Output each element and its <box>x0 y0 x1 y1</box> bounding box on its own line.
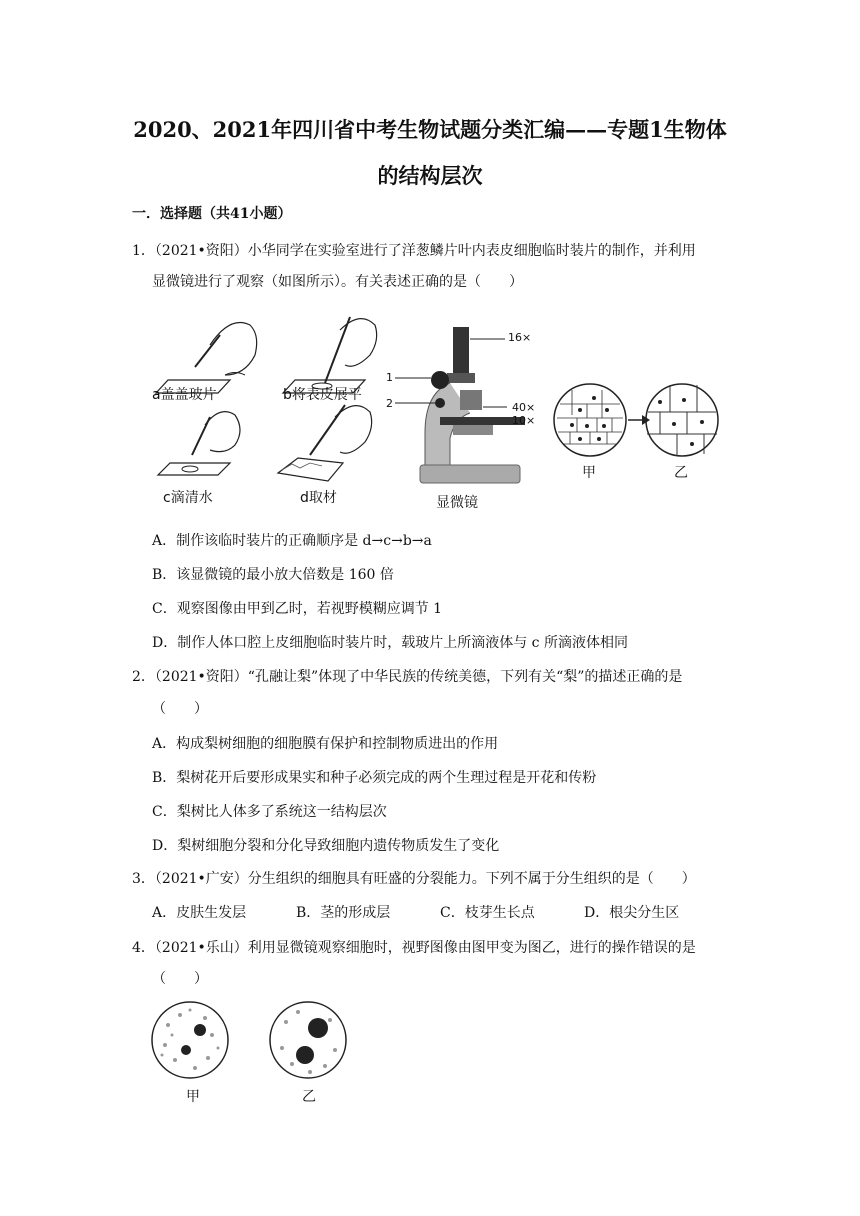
q3-option-c: C．枝芽生长点 <box>440 905 535 921</box>
q3-options-row <box>152 902 679 922</box>
document-title-line1: 2020、2021年四川省中考生物试题分类汇编——专题1生物体 <box>133 117 727 142</box>
eyepiece-magnification: 16× <box>508 331 532 344</box>
step-b-illustration <box>283 317 377 393</box>
objective-10: 10× <box>512 414 536 427</box>
document-title-line2: 的结构层次 <box>377 163 483 188</box>
q4-stem-line1: 4．（2021•乐山）利用显微镜观察细胞时，视野图像由图甲变为图乙，进行的操作错误的是 <box>132 940 696 956</box>
q1-option-a: A．制作该临时装片的正确顺序是 d→c→b→a <box>152 533 432 549</box>
microscope-label: 显微镜 <box>436 495 478 511</box>
step-a-label: a盖盖玻片 <box>152 387 217 403</box>
q2-stem-line1: 2．（2021•资阳）“孔融让梨”体现了中华民族的传统美德，下列有关“梨”的描述正确的是 <box>132 669 683 685</box>
q4-views-figure <box>150 1000 370 1085</box>
step-a-illustration <box>156 323 257 394</box>
q2-option-b: B．梨树花开后要形成果实和种子必须完成的两个生理过程是开花和传粉 <box>152 770 597 786</box>
q3-stem: 3．（2021•广安）分生组织的细胞具有旺盛的分裂能力。下列不属于分生组织的是（ ） <box>132 871 696 887</box>
q1-steps-figure <box>150 305 390 510</box>
q1-option-c: C．观察图像由甲到乙时，若视野模糊应调节 1 <box>152 601 443 617</box>
q4-jia-label: 甲 <box>186 1089 200 1105</box>
view-jia-label: 甲 <box>582 465 596 481</box>
q1-option-d: D．制作人体口腔上皮细胞临时装片时，载玻片上所滴液体与 c 所滴液体相同 <box>152 635 628 651</box>
q1-stem-line2: 显微镜进行了观察（如图所示）。有关表述正确的是（ ） <box>152 274 523 290</box>
step-c-label: c滴清水 <box>163 490 213 506</box>
microscope-part-2: 2 <box>386 397 393 410</box>
step-d-label: d取材 <box>300 490 337 506</box>
q1-option-b: B．该显微镜的最小放大倍数是 160 倍 <box>152 567 394 583</box>
objective-40: 40× <box>512 401 536 414</box>
q1-stem-line1: 1．（2021•资阳）小华同学在实验室进行了洋葱鳞片叶内表皮细胞临时装片的制作，并利用 <box>132 243 696 259</box>
q2-option-c: C．梨树比人体多了系统这一结构层次 <box>152 804 387 820</box>
section-heading: 一．选择题（共41小题） <box>132 206 292 222</box>
q2-option-d: D．梨树细胞分裂和分化导致细胞内遗传物质发生了变化 <box>152 838 500 854</box>
step-c-illustration <box>158 412 240 475</box>
q4-yi-label: 乙 <box>302 1089 316 1105</box>
q4-stem-line2: （ ） <box>152 971 208 987</box>
q2-option-a: A．构成梨树细胞的细胞膜有保护和控制物质进出的作用 <box>152 736 499 752</box>
view-yi-label: 乙 <box>674 465 688 481</box>
microscope-part-1: 1 <box>386 371 393 384</box>
step-d-illustration <box>278 405 372 481</box>
field-of-view-figure <box>552 382 722 462</box>
q2-stem-line2: （ ） <box>152 701 208 717</box>
step-b-label: b将表皮展平 <box>283 387 362 403</box>
q3-option-a: A．皮肤生发层 <box>152 905 247 921</box>
q3-option-b: B．茎的形成层 <box>296 905 391 921</box>
q3-option-d: D．根尖分生区 <box>584 905 680 921</box>
